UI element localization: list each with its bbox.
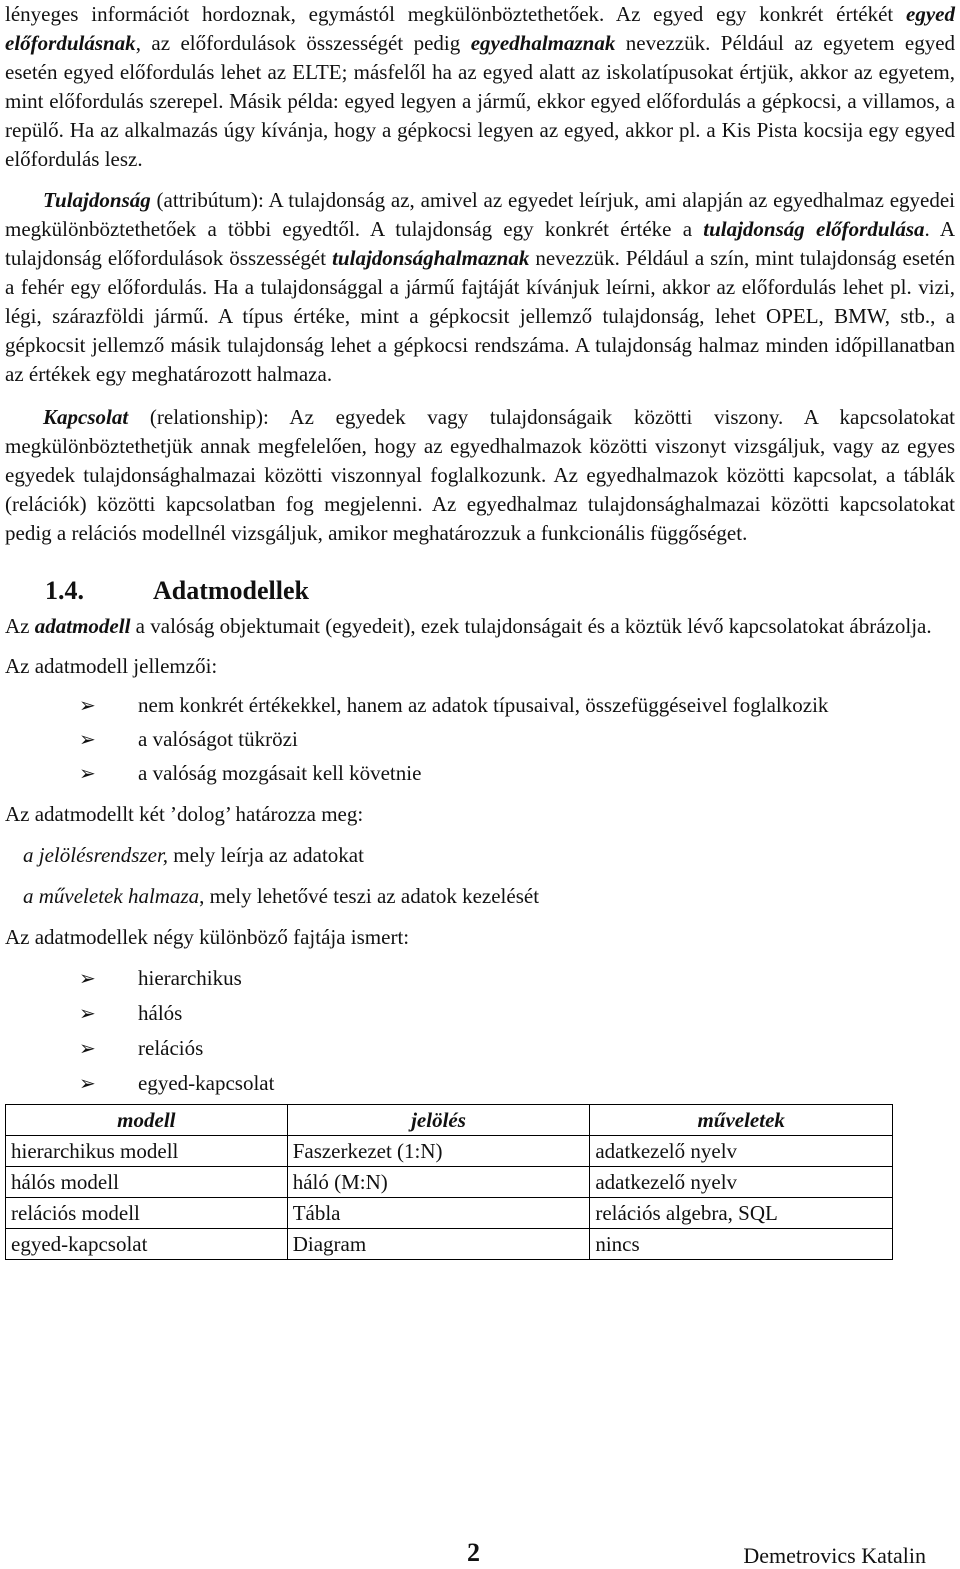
page-number: 2 — [467, 1538, 480, 1567]
defines-intro: Az adatmodellt két ’dolog’ határozza meg: — [5, 802, 364, 826]
arrowhead-icon: ➢ — [79, 1071, 96, 1095]
table-cell: háló (M:N) — [287, 1167, 590, 1198]
text-run: Az — [5, 614, 35, 638]
section-number: 1.4. — [45, 576, 84, 605]
list-item — [5, 725, 955, 754]
table-cell: Tábla — [287, 1198, 590, 1229]
table-cell: adatkezelő nyelv — [590, 1167, 893, 1198]
term-tulajdonsag-elofordulasa: tulajdonság előfordulása — [703, 217, 925, 241]
define-term: a jelölésrendszer, — [23, 843, 169, 867]
text-run: , az előfordulások összességét pedig — [135, 31, 471, 55]
list-item — [5, 1034, 955, 1063]
list-item — [5, 1069, 955, 1098]
features-intro: Az adatmodell jellemzői: — [5, 654, 218, 678]
document-page — [5, 0, 955, 1260]
table-row — [6, 1167, 893, 1198]
define-item — [5, 882, 955, 911]
table-cell: egyed-kapcsolat — [6, 1229, 288, 1260]
arrowhead-icon: ➢ — [79, 761, 96, 785]
table-cell: hierarchikus modell — [6, 1136, 288, 1167]
text-run: az iskolatípusokat értjük, akkor az egyetem, mint előfordulás szerepel. Másik példa: egyed — [5, 60, 956, 113]
paragraph-adatmodell — [5, 612, 955, 641]
term-tulajdonsaghalmaz: tulajdonsághalmaznak — [332, 246, 530, 270]
paragraph-egyed — [5, 0, 955, 174]
paragraph-kapcsolat — [5, 403, 955, 548]
paragraph-tulajdonsag — [5, 186, 955, 389]
text-run: . A tulajdonság előfordulások összességét — [5, 217, 955, 270]
define-text: , mely lehetővé teszi az adatok kezelését — [199, 884, 540, 908]
column-header: modell — [6, 1105, 288, 1136]
list-item — [5, 999, 955, 1028]
term-egyedhalmaz: egyedhalmaznak — [470, 31, 616, 55]
section-title: Adatmodellek — [153, 576, 309, 605]
define-text: mely leírja az adatokat — [168, 843, 364, 867]
term-egyed-elofordulas: egyed előfordulásnak — [5, 2, 955, 55]
list-item — [5, 691, 955, 720]
text-run: értékét — [836, 2, 907, 26]
term-tulajdonsag: Tulajdonság — [43, 188, 151, 212]
table-cell: relációs modell — [6, 1198, 288, 1229]
arrowhead-icon: ➢ — [79, 1001, 96, 1025]
text-run: úgy kívánja, hogy a gépkocsi legyen az egyed, akkor pl. a Kis Pista kocsija egy egyed — [223, 118, 956, 142]
arrowhead-icon: ➢ — [79, 966, 96, 990]
arrowhead-icon: ➢ — [79, 1036, 96, 1060]
define-item — [5, 841, 955, 870]
types-list — [5, 964, 955, 1098]
table-cell: Diagram — [287, 1229, 590, 1260]
footer-author: Demetrovics Katalin — [743, 1543, 926, 1568]
table-cell: Faszerkezet (1:N) — [287, 1136, 590, 1167]
features-list — [5, 691, 955, 788]
text-run: nevezzük. — [615, 31, 711, 55]
table-cell: relációs algebra, SQL — [590, 1198, 893, 1229]
column-header: műveletek — [590, 1105, 893, 1136]
term-adatmodell: adatmodell — [34, 614, 131, 638]
text-run: (relationship): Az egyedek vagy tulajdonságaik közötti viszony. A kapcsolatokat megkülönböztethetjük annak megfelelően, hogy az egyedhalmazok közötti viszonyt vizsgáljuk, vagy az egyes egyedek tulajdonsághalmazai közötti viszonnyal foglalkozunk. Az egyedhalmazok közötti kapcsolat, a táblák (relációk) közötti kapcsolatban fog megjelenni. Az egyedhalmaz tulajdonsághalmazai közötti kapcsolatokat pedig a relációs modellnél vizsgáljuk, amikor meghatározzuk a funkcionális függőséget. — [5, 405, 955, 545]
list-item-text: egyed-kapcsolat — [138, 1071, 275, 1095]
list-item-text: hierarchikus — [138, 966, 242, 990]
table-header-row — [6, 1105, 893, 1136]
types-intro: Az adatmodellek négy különböző fajtája ismert: — [5, 925, 410, 949]
table-cell: nincs — [590, 1229, 893, 1260]
list-item-text: nem konkrét értékekkel, hanem az adatok típusaival, összefüggéseivel foglalkozik — [138, 693, 829, 717]
define-term: a műveletek halmaza — [23, 884, 200, 908]
arrowhead-icon: ➢ — [79, 727, 96, 751]
text-run: (attribútum): A tulajdonság az, amivel az egyedet leírjuk, ami alapján az egyedhalmaz egyedei megkülönböztethetőek a többi egyedtől. A tulajdonság egy konkrét értéke a — [5, 188, 955, 241]
list-item-text: relációs — [138, 1036, 204, 1060]
list-item — [5, 759, 955, 788]
list-item-text: a valóságot tükrözi — [138, 727, 298, 751]
text-run: Például az egyetem egyed esetén egyed előfordulás lehet az ELTE; másfelől ha az egyed alatt — [5, 31, 956, 84]
text-run: lényeges információt hordoznak, egymástól megkülönböztethetőek. Az egyed egy konkrét — [5, 2, 824, 26]
column-header: jelölés — [287, 1105, 590, 1136]
list-item-text: hálós — [138, 1001, 183, 1025]
text-run: a valóság objektumait (egyedeit), ezek tulajdonságait és a köztük lévő kapcsolatokat ábrázolja. — [130, 614, 932, 638]
table-row — [6, 1198, 893, 1229]
table-cell: hálós modell — [6, 1167, 288, 1198]
text-run: előfordulás lesz. — [5, 147, 143, 171]
text-run: legyen a jármű, ekkor egyed előfordulás a gépkocsi, a villamos, a repülő. Ha az alkalmazás — [5, 89, 955, 142]
term-kapcsolat: Kapcsolat — [43, 405, 129, 429]
models-table — [5, 1104, 893, 1260]
list-item-text: a valóság mozgásait kell követnie — [138, 761, 422, 785]
table-row — [6, 1229, 893, 1260]
text-run: nevezzük. Például a szín, mint tulajdonság esetén a fehér egy előfordulás. Ha a tulajdonsággal a jármű fajtáját kívánjuk leírni, akkor az előfordulás lehet pl. vizi, légi, szárazföldi jármű. A típus értéke, mint a gépkocsit jellemző tulajdonság, lehet OPEL, BMW, stb., a gépkocsit jellemző másik tulajdonság lehet a gépkocsi rendszáma. A tulajdonság halmaz minden időpillanatban az értékek egy meghatározott halmaza. — [5, 246, 956, 386]
arrowhead-icon: ➢ — [79, 693, 96, 717]
table-row — [6, 1136, 893, 1167]
table-cell: adatkezelő nyelv — [590, 1136, 893, 1167]
list-item — [5, 964, 955, 993]
section-heading — [5, 574, 955, 608]
